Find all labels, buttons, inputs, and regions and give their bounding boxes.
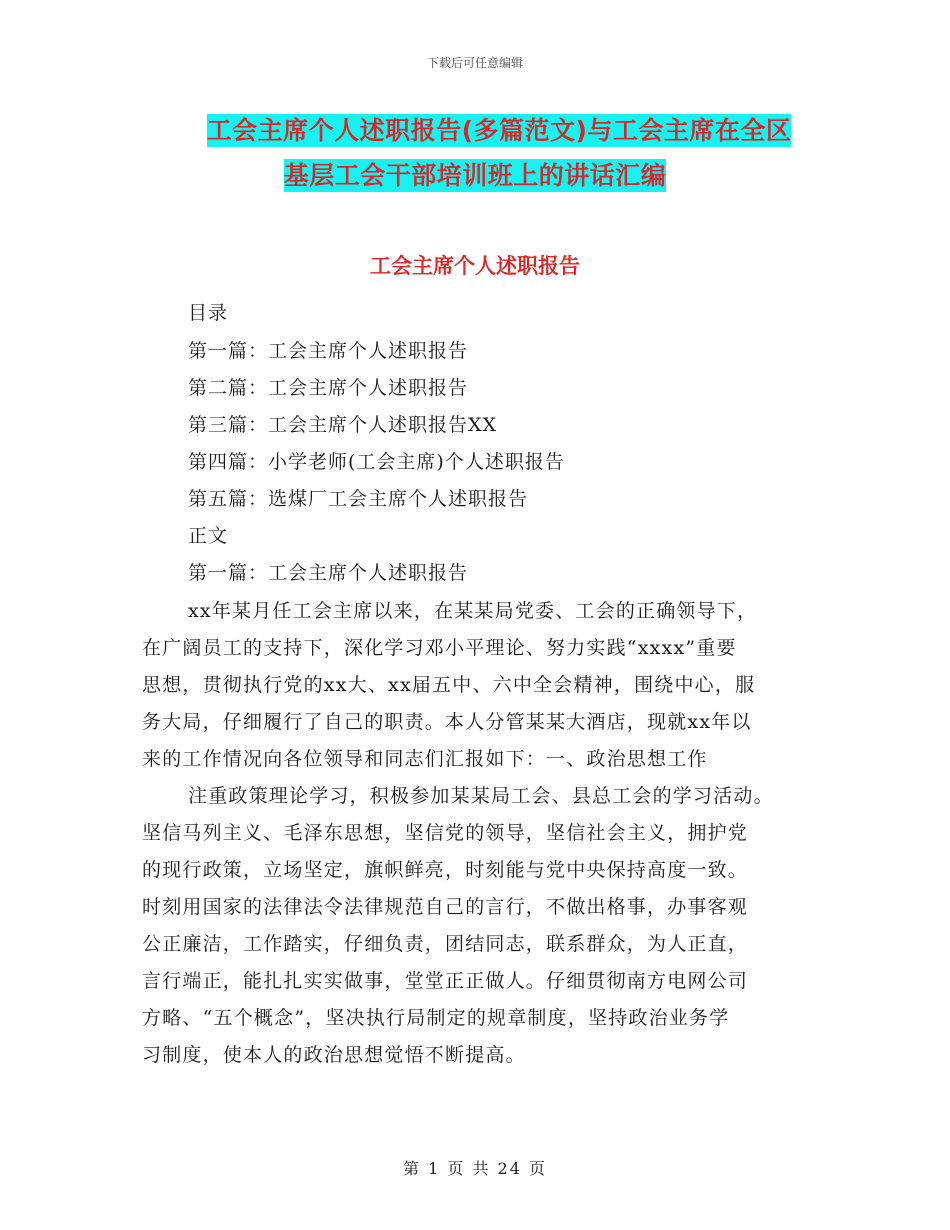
paragraph-line: 言行端正，能扎扎实实做事，堂堂正正做人。仔细贯彻南方电网公司	[142, 970, 749, 992]
body-heading: 正文	[188, 525, 229, 547]
paragraph-line: 时刻用国家的法律法令法律规范自己的言行，不做出格事，办事客观	[142, 896, 749, 918]
page-footer: 第 1 页 共 24 页	[403, 1159, 547, 1178]
toc-item: 第五篇：选煤厂工会主席个人述职报告	[188, 488, 529, 510]
toc-item: 第四篇：小学老师(工会主席)个人述职报告	[188, 451, 565, 473]
paragraph-line: 注重政策理论学习，积极参加某某局工会、县总工会的学习活动。	[188, 785, 774, 807]
toc-item: 第二篇：工会主席个人述职报告	[188, 377, 469, 399]
main-title-text-2: 基层工会干部培训班上的讲话汇编	[283, 161, 667, 190]
toc-item: 第三篇：工会主席个人述职报告XX	[188, 414, 498, 436]
paragraph-line: 来的工作情况向各位领导和同志们汇报如下：一、政治思想工作	[142, 748, 708, 770]
paragraph-line: xx年某月任工会主席以来，在某某局党委、工会的正确领导下，	[188, 600, 758, 622]
paragraph-line: 在广阔员工的支持下，深化学习邓小平理论、努力实践“xxxx”重要	[142, 637, 737, 659]
paragraph-line: 思想，贯彻执行党的xx大、xx届五中、六中全会精神，围绕中心，服	[142, 674, 756, 696]
paragraph-line: 的现行政策，立场坚定，旗帜鲜亮，时刻能与党中央保持高度一致。	[142, 859, 749, 881]
paragraph-line: 坚信马列主义、毛泽东思想，坚信党的领导，坚信社会主义，拥护党	[142, 822, 749, 844]
main-title-line-1	[0, 111, 950, 147]
main-title-text-1: 工会主席个人述职报告(多篇范文)与工会主席在全区	[206, 116, 792, 145]
paragraph-line: 习制度，使本人的政治思想觉悟不断提高。	[142, 1044, 526, 1066]
sub-title: 工会主席个人述职报告	[370, 254, 580, 278]
paragraph-line: 公正廉洁，工作踏实，仔细负责，团结同志，联系群众，为人正直，	[142, 933, 749, 955]
header-note: 下载后可任意编辑	[426, 56, 523, 70]
section-title: 第一篇：工会主席个人述职报告	[188, 562, 469, 584]
toc-heading: 目录	[188, 302, 229, 324]
toc-item: 第一篇：工会主席个人述职报告	[188, 340, 469, 362]
main-title-line-2	[0, 156, 950, 192]
paragraph-line: 方略、“五个概念”，坚决执行局制定的规章制度，坚持政治业务学	[142, 1007, 730, 1029]
paragraph-line: 务大局，仔细履行了自己的职责。本人分管某某大酒店，现就xx年以	[142, 711, 752, 733]
